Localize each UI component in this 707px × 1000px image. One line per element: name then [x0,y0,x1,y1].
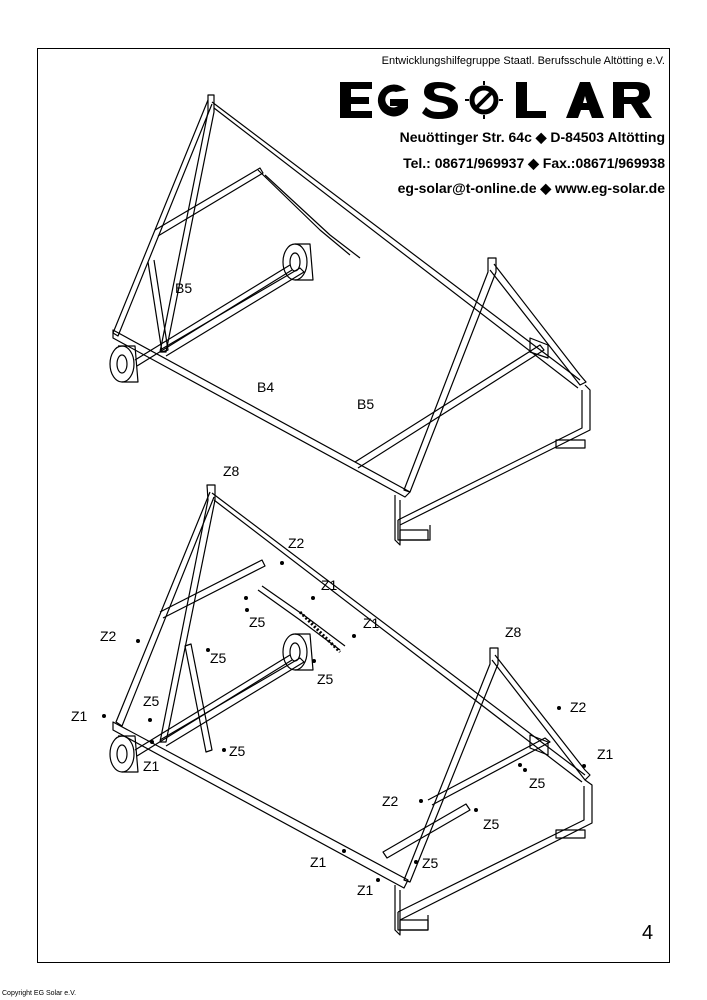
label-z5-b: Z5 [210,650,227,666]
label-z1-b: Z1 [363,615,380,631]
label-z5-c: Z5 [317,671,334,687]
label-z5-g: Z5 [483,816,500,832]
label-z5-a: Z5 [249,614,266,630]
label-z1-e: Z1 [357,882,374,898]
phone-line: Tel.: 08671/969937 ◆ Fax.:08671/969938 [403,155,665,171]
label-z1-right: Z1 [597,746,614,762]
label-b4: B4 [257,379,275,395]
label-z1-a: Z1 [321,577,338,593]
bottom-assembly [110,485,592,935]
address-line: Neuöttinger Str. 64c ◆ D-84503 Altötting [399,129,665,145]
copyright-notice: Copyright EG Solar e.V. [2,990,77,997]
label-z1-d: Z1 [310,854,327,870]
label-z1-left: Z1 [71,708,88,724]
label-b5-right: B5 [357,396,375,412]
label-b5-left: B5 [175,280,193,296]
label-z5-h: Z5 [422,855,439,871]
web-line: eg-solar@t-online.de ◆ www.eg-solar.de [397,180,665,196]
label-z1-c: Z1 [143,758,160,774]
label-z8-right: Z8 [505,624,522,640]
label-z2-top: Z2 [288,535,305,551]
label-z8-left: Z8 [223,463,240,479]
page-number: 4 [642,922,654,944]
label-z5-e: Z5 [229,743,246,759]
label-z2-right: Z2 [570,699,587,715]
label-z2-left: Z2 [100,628,117,644]
organization-name: Entwicklungshilfegruppe Staatl. Berufsschule Altötting e.V. [381,55,665,67]
label-z2-mid: Z2 [382,793,399,809]
label-z5-d: Z5 [143,693,160,709]
label-z5-f: Z5 [529,775,546,791]
top-assembly [110,95,590,545]
